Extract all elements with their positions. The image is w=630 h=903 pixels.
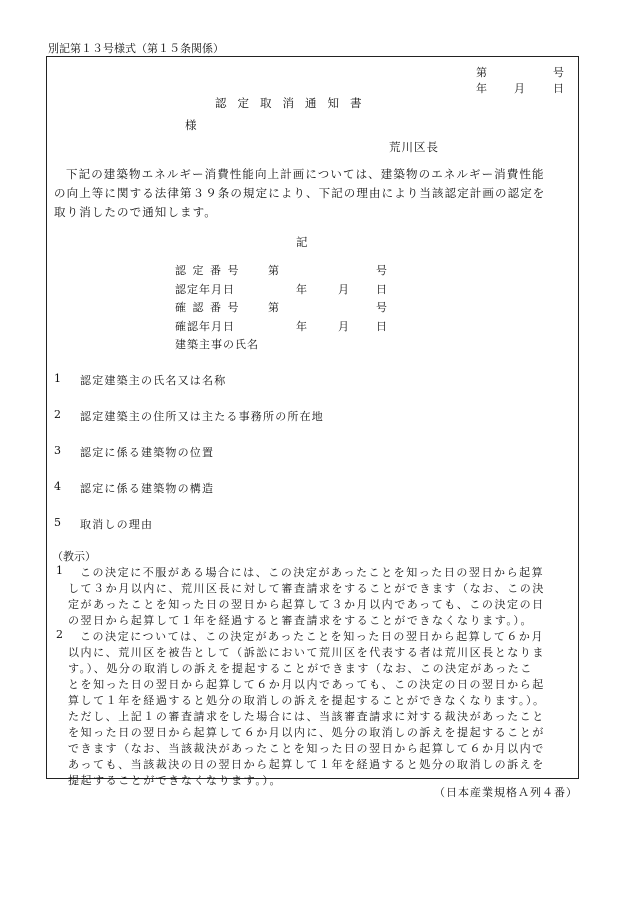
item-5-label: 取消しの理由 <box>80 518 154 531</box>
notice-line-1: この決定に不服がある場合には、この決定があったことを知った日の翌日から起算 <box>80 566 545 579</box>
notice-line-2: して３か月以内に、荒川区長に対して審査請求をすることができます（なお、この決 <box>68 582 545 595</box>
notice-1-number: 1 <box>56 564 63 577</box>
addressee-suffix: 様 <box>185 118 197 132</box>
item-4-number: 4 <box>54 480 61 493</box>
issuer: 荒川区長 <box>389 140 439 154</box>
notice-line-9: 算して１年を経過すると処分の取消しの訴えを提起することができなくなります。）。 <box>68 694 546 707</box>
date-year: 年 <box>476 82 487 95</box>
confirm-number-dai: 第 <box>268 301 279 314</box>
body-line-2: の向上等に関する法律第３９条の規定により、下記の理由により当該認定計画の認定を <box>54 186 546 200</box>
confirm-date-label: 確認年月日 <box>175 320 235 333</box>
cert-number-label: 認定番号 <box>175 264 245 277</box>
notice-line-13: あっても、当該裁決の日の翌日から起算して１年を経過すると処分の取消しの訴えを <box>68 758 545 771</box>
notice-line-11: を知った日の翌日から起算して６か月以内に、処分の取消しの訴えを提起することが <box>68 726 545 739</box>
item-3-number: 3 <box>54 444 61 457</box>
notice-line-5: この決定については、この決定があったことを知った日の翌日から起算して６か月 <box>80 630 545 643</box>
notice-line-14: 提起することができなくなります。）。 <box>68 774 283 787</box>
date-day: 日 <box>553 82 564 95</box>
item-4-label: 認定に係る建築物の構造 <box>80 482 215 495</box>
cert-number-go: 号 <box>376 264 387 277</box>
notice-2-number: 2 <box>56 628 63 641</box>
notice-line-3: 定があったことを知った日の翌日から起算して３か月以内であっても、この決定の日 <box>68 598 545 611</box>
notice-line-4: の翌日から起算して１年を経過すると審査請求をすることができなくなります。）。 <box>68 614 534 627</box>
notice-line-8: とを知った日の翌日から起算して６か月以内であっても、この決定の日の翌日から起 <box>68 678 545 691</box>
body-line-3: 取り消したので通知します。 <box>54 205 217 219</box>
confirm-number-label: 確認番号 <box>175 301 245 314</box>
item-2-number: 2 <box>54 408 61 421</box>
ki-marker: 記 <box>296 235 308 249</box>
item-1-number: 1 <box>54 372 61 385</box>
confirm-date-month: 月 <box>338 320 349 333</box>
cert-date-label: 認定年月日 <box>175 283 235 296</box>
confirm-date-year: 年 <box>296 320 307 333</box>
form-label: 別記第１３号様式（第１５条関係） <box>48 42 224 55</box>
owner-name-label: 建築主事の氏名 <box>175 338 259 351</box>
item-3-label: 認定に係る建築物の位置 <box>80 446 215 459</box>
cert-number-dai: 第 <box>268 264 279 277</box>
notice-line-7: す。）、処分の取消しの訴えを提起することができます（なお、この決定があったこ <box>68 662 533 675</box>
footer-standard: （日本産業規格Ａ列４番） <box>434 786 578 799</box>
notice-line-6: 以内に、荒川区を被告として（訴訟において荒川区を代表する者は荒川区長となりま <box>68 646 545 659</box>
item-2-label: 認定建築主の住所又は主たる事務所の所在地 <box>80 410 324 423</box>
notice-heading: （教示） <box>52 550 96 563</box>
body-line-1: 下記の建築物エネルギー消費性能向上計画については、建築物のエネルギー消費性能 <box>66 167 545 181</box>
notice-line-12: できます（なお、当該裁決があったことを知った日の翌日から起算して６か月以内で <box>68 742 545 755</box>
cert-date-day: 日 <box>376 283 387 296</box>
date-month: 月 <box>514 82 525 95</box>
number-prefix: 第 <box>476 66 487 79</box>
cert-date-month: 月 <box>338 283 349 296</box>
item-1-label: 認定建築主の氏名又は名称 <box>80 374 227 387</box>
number-suffix: 号 <box>553 66 564 79</box>
cert-date-year: 年 <box>296 283 307 296</box>
confirm-number-go: 号 <box>376 301 387 314</box>
document-title: 認定取消通知書 <box>215 96 373 110</box>
item-5-number: 5 <box>54 516 61 529</box>
notice-line-10: ただし、上記１の審査請求をした場合には、当該審査請求に対する裁決があったこと <box>68 710 545 723</box>
confirm-date-day: 日 <box>376 320 387 333</box>
